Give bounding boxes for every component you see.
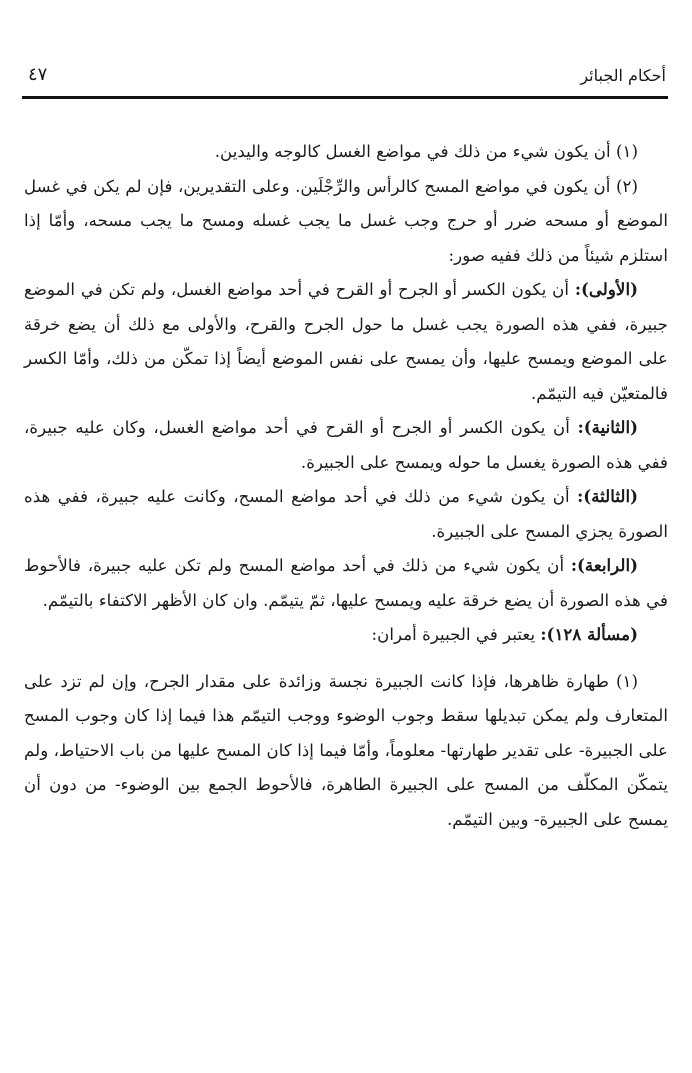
paragraph-case-1 (24, 272, 668, 410)
paragraph-case-4 (24, 548, 668, 617)
running-title: أحكام الجبائر (580, 66, 666, 85)
paragraph-lead: (الثانية): (577, 417, 638, 437)
page-number: ٤٧ (28, 64, 48, 85)
page-header (22, 62, 668, 99)
paragraph-lead: (الأولى): (574, 279, 638, 299)
paragraph-text: أن يكون الكسر أو الجرح أو القرح في أحد مواضع الغسل، وكان عليه جبيرة، ففي هذه الصورة يغسل ما حوله ويمسح على الجبيرة. (24, 417, 668, 472)
paragraph-issue (24, 617, 668, 652)
paragraph-lead: (الرابعة): (570, 555, 638, 575)
paragraph-text: (١) أن يكون شيء من ذلك في مواضع الغسل كالوجه واليدين. (214, 141, 638, 161)
paragraph-text: يعتبر في الجبيرة أمران: (371, 624, 541, 644)
paragraph-text: (١) طهارة ظاهرها، فإذا كانت الجبيرة نجسة وزائدة على مقدار الجرح، وإن لم تزد على المتعارف ولم يمكن تبديلها سقط وجوب الوضوء ووجب التيمّم هذا فيما إذا كان وجوب المسح على الجبيرة- على تقدير طهارتها- معلوماً، وأمّا فيما إذا كان المسح عليها من باب الاحتياط، ولم يتمكّن المكلّف من المسح على الجبيرة الطاهرة، فالأحوط الجمع بين الوضوء- من دون أن يمسح على الجبيرة- وبين التيمّم. (24, 670, 668, 829)
paragraph-lead: (مسألة ١٢٨): (540, 624, 638, 644)
page-body (24, 134, 668, 836)
paragraph-item-1 (24, 134, 668, 169)
paragraph-case-3 (24, 479, 668, 548)
paragraph-text: أن يكون الكسر أو الجرح أو القرح في أحد مواضع الغسل، ولم تكن في الموضع جبيرة، ففي هذه الصورة يجب غسل ما حول الجرح والقرح، والأولى مع ذلك أن يضع خرقة على الموضع ويمسح عليها، وأن يمسح على نفس الموضع أيضاً إذا تمكّن من ذلك، وأمّا الكسر فالمتعيّن فيه التيمّم. (24, 279, 668, 403)
paragraph-item-3 (24, 664, 668, 837)
paragraph-text: أن يكون شيء من ذلك في أحد مواضع المسح ولم تكن عليه جبيرة، فالأحوط في هذه الصورة أن يضع خرقة عليه ويمسح عليها، ثمّ يتيمّم. وان كان الأظهر الاكتفاء بالتيمّم. (24, 555, 668, 610)
paragraph-text: (٢) أن يكون في مواضع المسح كالرأس والرِّجْلَين. وعلى التقديرين، فإن لم يكن في غسل الموضع أو مسحه ضرر أو حرج وجب غسل ما يجب غسله ومسح ما يجب مسحه، وأمّا إذا استلزم شيئاً من ذلك ففيه صور: (24, 175, 668, 265)
paragraph-case-2 (24, 410, 668, 479)
paragraph-item-2 (24, 169, 668, 273)
paragraph-text: أن يكون شيء من ذلك في أحد مواضع المسح، وكانت عليه جبيرة، ففي هذه الصورة يجزي المسح على الجبيرة. (24, 486, 668, 541)
paragraph-lead: (الثالثة): (577, 486, 638, 506)
